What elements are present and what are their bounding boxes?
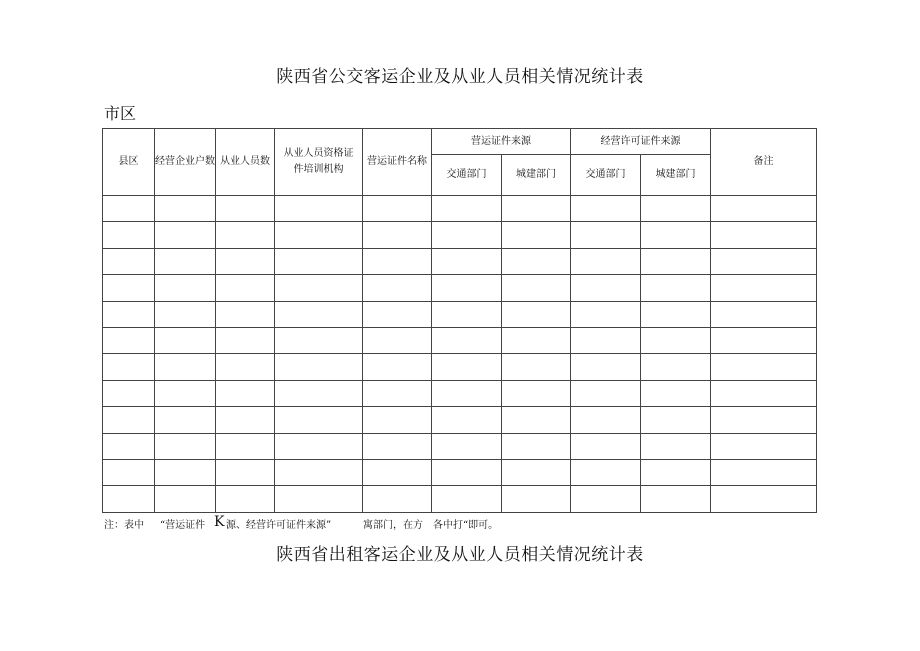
table-cell: [571, 380, 641, 406]
table-cell: [103, 433, 155, 459]
header-operation-transport: 交通部门: [432, 155, 502, 196]
table-cell: [103, 301, 155, 327]
table-cell: [502, 459, 571, 485]
table-cell: [641, 433, 711, 459]
table-cell: [432, 407, 502, 433]
table-cell: [363, 433, 432, 459]
table-cell: [103, 380, 155, 406]
table-row: [103, 196, 817, 222]
table-cell: [571, 301, 641, 327]
table-cell: [641, 248, 711, 274]
table-row: [103, 301, 817, 327]
table-cell: [216, 459, 275, 485]
table-cell: [275, 354, 363, 380]
table-cell: [502, 433, 571, 459]
table-cell: [711, 433, 817, 459]
header-enterprise-count: 经营企业户数: [155, 129, 216, 196]
note-part-5: 寓部门，在方: [363, 520, 423, 531]
table-cell: [432, 380, 502, 406]
header-license-source: 经营许可证件来源: [571, 129, 711, 155]
table-cell: [432, 327, 502, 353]
table-cell: [571, 354, 641, 380]
header-operation-source: 营运证件来源: [432, 129, 571, 155]
table-cell: [571, 407, 641, 433]
note-part-2: “营运证件: [160, 520, 206, 531]
table-cell: [103, 196, 155, 222]
table-cell: [275, 327, 363, 353]
header-license-transport: 交通部门: [571, 155, 641, 196]
header-staff-count: 从业人员数: [216, 129, 275, 196]
header-certificate-name: 营运证件名称: [363, 129, 432, 196]
table-title-bus: 陕西省公交客运企业及从业人员相关情况统计表: [276, 67, 644, 87]
table-cell: [571, 248, 641, 274]
table-cell: [711, 248, 817, 274]
table-cell: [275, 301, 363, 327]
note-part-1: 注：表中: [104, 520, 144, 531]
table-cell: [363, 248, 432, 274]
table-cell: [641, 222, 711, 248]
table-cell: [275, 459, 363, 485]
table-cell: [432, 196, 502, 222]
table-cell: [155, 459, 216, 485]
table-cell: [502, 354, 571, 380]
table-cell: [571, 459, 641, 485]
table-cell: [363, 327, 432, 353]
table-cell: [275, 196, 363, 222]
table-cell: [502, 380, 571, 406]
table-cell: [103, 459, 155, 485]
table-row: [103, 275, 817, 301]
table-cell: [711, 222, 817, 248]
table-row: [103, 327, 817, 353]
note-part-3: K: [214, 514, 225, 530]
table-cell: [155, 222, 216, 248]
table-cell: [571, 433, 641, 459]
table-cell: [155, 301, 216, 327]
table-cell: [155, 407, 216, 433]
table-cell: [363, 354, 432, 380]
table-cell: [711, 196, 817, 222]
table-cell: [711, 459, 817, 485]
table-cell: [275, 222, 363, 248]
table-cell: [275, 248, 363, 274]
table-cell: [363, 459, 432, 485]
header-remarks: 备注: [711, 129, 817, 196]
table-row: [103, 380, 817, 406]
table-cell: [571, 327, 641, 353]
table-cell: [216, 486, 275, 512]
table-cell: [502, 301, 571, 327]
table-cell: [363, 407, 432, 433]
table-cell: [216, 301, 275, 327]
table-cell: [711, 380, 817, 406]
table-cell: [275, 275, 363, 301]
table-cell: [155, 275, 216, 301]
table-cell: [103, 354, 155, 380]
table-cell: [641, 459, 711, 485]
table-title-taxi: 陕西省出租客运企业及从业人员相关情况统计表: [276, 545, 644, 565]
table-cell: [103, 407, 155, 433]
table-cell: [155, 354, 216, 380]
table-cell: [432, 354, 502, 380]
table-cell: [155, 327, 216, 353]
table-cell: [711, 301, 817, 327]
table-cell: [216, 380, 275, 406]
table-cell: [641, 407, 711, 433]
table-cell: [363, 196, 432, 222]
table-cell: [502, 407, 571, 433]
table-cell: [363, 275, 432, 301]
table-cell: [363, 380, 432, 406]
header-license-urban: 城建部门: [641, 155, 711, 196]
table-cell: [275, 407, 363, 433]
table-cell: [432, 222, 502, 248]
table-cell: [432, 486, 502, 512]
table-cell: [363, 222, 432, 248]
table-cell: [641, 380, 711, 406]
table-cell: [502, 327, 571, 353]
table-cell: [155, 196, 216, 222]
table-row: [103, 407, 817, 433]
table-cell: [571, 196, 641, 222]
table-cell: [641, 354, 711, 380]
table-cell: [155, 433, 216, 459]
table-cell: [103, 248, 155, 274]
table-cell: [275, 486, 363, 512]
table-cell: [571, 486, 641, 512]
table-cell: [216, 196, 275, 222]
table-cell: [103, 327, 155, 353]
table-footnote: [0, 516, 920, 532]
table-cell: [103, 486, 155, 512]
table-cell: [571, 222, 641, 248]
table-cell: [103, 275, 155, 301]
table-row: [103, 433, 817, 459]
note-part-4: 源、经营许可证件来源”: [226, 520, 332, 531]
statistics-table: [102, 128, 817, 513]
table-cell: [275, 433, 363, 459]
table-cell: [641, 486, 711, 512]
table-body: [103, 196, 817, 513]
header-county: 县区: [103, 129, 155, 196]
table-cell: [216, 407, 275, 433]
city-label: 市区: [104, 104, 137, 123]
table-cell: [363, 486, 432, 512]
table-cell: [502, 248, 571, 274]
table-cell: [502, 196, 571, 222]
table-cell: [155, 248, 216, 274]
note-part-6: 各中打“即可。: [433, 520, 499, 531]
table-cell: [711, 275, 817, 301]
table-cell: [432, 459, 502, 485]
table-cell: [571, 275, 641, 301]
header-operation-urban: 城建部门: [502, 155, 571, 196]
table-cell: [216, 248, 275, 274]
table-cell: [711, 354, 817, 380]
table-cell: [363, 301, 432, 327]
table-cell: [432, 301, 502, 327]
table-cell: [711, 327, 817, 353]
table-cell: [502, 222, 571, 248]
table-cell: [216, 354, 275, 380]
table-row: [103, 486, 817, 512]
table-cell: [711, 486, 817, 512]
table-cell: [711, 407, 817, 433]
table-cell: [216, 433, 275, 459]
table-cell: [216, 327, 275, 353]
table-cell: [155, 380, 216, 406]
table-cell: [502, 486, 571, 512]
table-cell: [641, 301, 711, 327]
table-cell: [216, 275, 275, 301]
table-row: [103, 354, 817, 380]
table-row: [103, 222, 817, 248]
table-cell: [641, 327, 711, 353]
table-cell: [641, 275, 711, 301]
table-cell: [155, 486, 216, 512]
table-row: [103, 459, 817, 485]
table-cell: [432, 433, 502, 459]
table-cell: [216, 222, 275, 248]
table-cell: [275, 380, 363, 406]
table-cell: [103, 222, 155, 248]
header-qualification-institution: 从业人员资格证件培训机构: [275, 129, 363, 196]
table-cell: [432, 248, 502, 274]
table-row: [103, 248, 817, 274]
table-cell: [502, 275, 571, 301]
table-cell: [432, 275, 502, 301]
table-cell: [641, 196, 711, 222]
